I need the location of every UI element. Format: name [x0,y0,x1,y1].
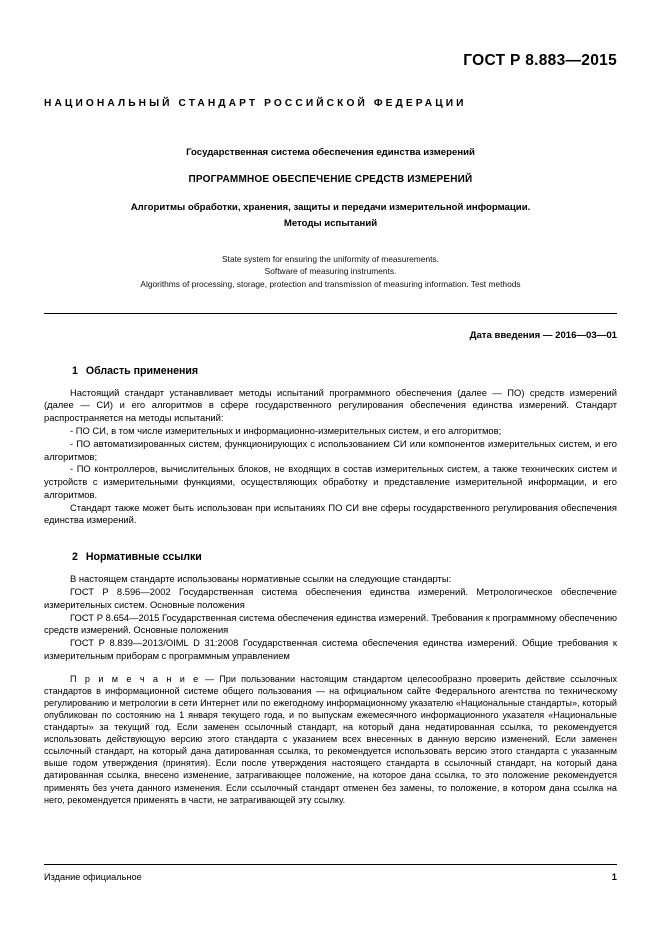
national-standard-heading: НАЦИОНАЛЬНЫЙ СТАНДАРТ РОССИЙСКОЙ ФЕДЕРАЦИИ [44,98,467,109]
page-footer [44,864,617,883]
section2-note [44,673,617,806]
reference-standard-2: ГОСТ Р 8.654—2015 Государственная система обеспечения единства измерений. Требования к программному обеспечению средств измерений. Основные положения [44,611,617,636]
section-heading-2 [72,551,617,563]
title-block [44,147,617,231]
section1-list-item-1: - ПО СИ, в том числе измерительных и информационно-измерительных систем, и его алгоритмов; [70,424,502,436]
introduction-date: Дата введения — 2016—03—01 [469,329,617,341]
english-title-block [44,253,617,291]
note-text: — При пользовании настоящим стандартом целесообразно проверить действие ссылочных стандартов в информационной системе общего пользования — на официальном сайте Федерального агентства по техническому регулированию и метрологии в сети Интернет или по ежегодному информационному указателю «Национальные стандарты», который опубликован по состоянию на 1 января текущего года, и по выпускам ежемесячного информационного указателя «Национальные стандарты» за текущий год. Если заменен ссылочный стандарт, на который дана недатированная ссылка, то рекомендуется использовать действующую версию этого стандарта с указанием всех внесенных в данную версию изменений. Если заменен ссылочный стандарт, на который дана датированная ссылка, то рекомендуется использовать версию этого стандарта с указанным выше годом утверждения (принятия). Если после утверждения настоящего стандарта в ссылочный стандарт, на который дана датированная ссылка, внесено изменение, затрагивающее положение, на которое дана ссылка, то это положение рекомендуется применять без учета данного изменения. Если ссылочный стандарт отменен без замены, то положение, в котором дана ссылка на него, рекомендуется применять в части, не затрагивающей эту ссылку. [44,673,617,805]
title-system-line: Государственная система обеспечения единства измерений [186,147,475,158]
section1-paragraph-2: Стандарт также может быть использован при испытаниях ПО СИ вне сферы государственного регулирования обеспечения единства измерений. [44,501,617,526]
section-title-2: Нормативные ссылки [85,551,202,564]
english-title-line-1: State system for ensuring the uniformity of measurements. [222,253,439,264]
english-title-line-2: Software of measuring instruments. [264,266,397,277]
section1-list-item-3: - ПО контроллеров, вычислительных блоков, не входящих в состав измерительных систем, а также технических систем и устройств с измерительными функциями, осуществляющих обработку и представление измерительной информации, и его алгоритмов. [44,463,617,500]
section-number-2: 2 [72,551,78,564]
reference-standard-1: ГОСТ Р 8.596—2002 Государственная система обеспечения единства измерений. Метрологическое обеспечение измерительных систем. Основные положения [44,586,617,610]
standard-number: ГОСТ Р 8.883—2015 [463,52,617,69]
section2-paragraph-1: В настоящем стандарте использованы нормативные ссылки на следующие стандарты: [70,573,452,585]
title-subtitle-line-2: Методы испытаний [283,217,378,229]
page-number: 1 [611,872,617,883]
footer-row [44,872,617,883]
section-number-1: 1 [72,364,78,377]
section1-list-item-2: - ПО автоматизированных систем, функционирующих с использованием СИ или компонентов измерительных систем, и его алгоритмов; [44,437,617,462]
edition-label: Издание официальное [44,872,142,882]
section1-paragraph-1: Настоящий стандарт устанавливает методы испытаний программного обеспечения (далее — ПО) средств измерений (далее — СИ) и его алгоритмов в сфере государственного регулирования обеспечения единства измерений. Стандарт распространяется на методы испытаний: [44,386,617,424]
note-label: П р и м е ч а н и е [70,673,200,684]
reference-standard-3: ГОСТ Р 8.839—2013/OIML D 31:2008 Государственная система обеспечения единства измерений. Общие требования к измерительным приборам с программным управлением [44,637,617,661]
title-subtitle-line-1: Алгоритмы обработки, хранения, защиты и передачи измерительной информации. [130,202,531,213]
section-heading-1 [72,365,617,377]
header-divider [44,313,617,314]
english-title-line-3: Algorithms of processing, storage, protection and transmission of measuring information. Test methods [140,279,521,290]
footer-divider [44,864,617,865]
section-title-1: Область применения [85,364,199,377]
title-main-line: ПРОГРАММНОЕ ОБЕСПЕЧЕНИЕ СРЕДСТВ ИЗМЕРЕНИЙ [188,174,473,185]
